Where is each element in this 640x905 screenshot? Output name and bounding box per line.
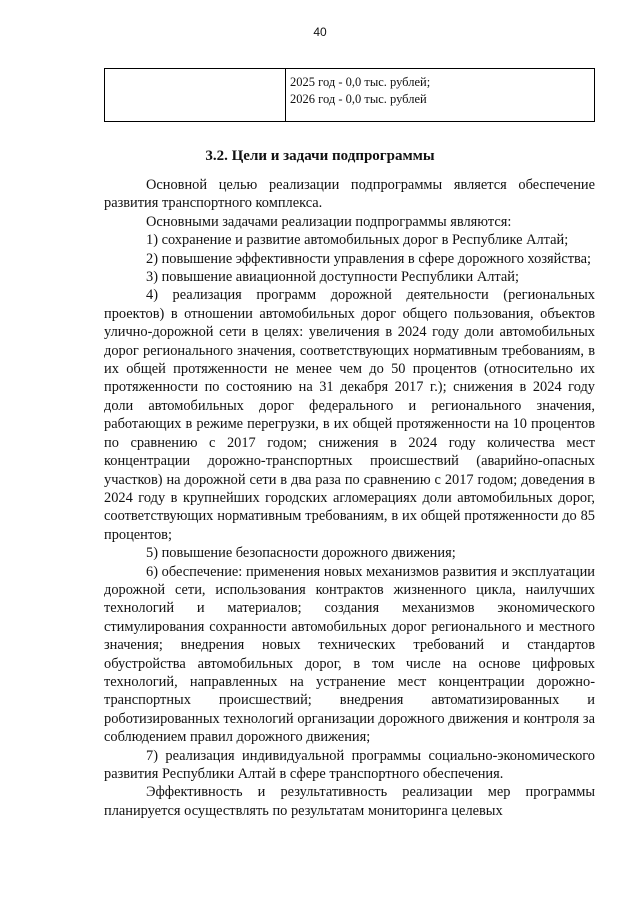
page-number: 40	[313, 25, 327, 39]
paragraph-task-1: 1) сохранение и развитие автомобильных дорог в Республике Алтай;	[146, 232, 569, 249]
funding-table	[104, 68, 595, 122]
table-cell-empty	[105, 69, 286, 122]
paragraph-tasks-intro: Основными задачами реализации подпрограммы являются:	[146, 213, 512, 230]
paragraph-task-2: 2) повышение эффективности управления в сфере дорожного хозяйства;	[146, 250, 592, 267]
funding-line-2025: 2025 год - 0,0 тыс. рублей;	[290, 75, 431, 89]
paragraph-task-7: 7) реализация индивидуальной программы социально-экономического развития Республики Алтай в сфере транспортного обеспечения.	[104, 747, 595, 782]
paragraph-task-4: 4) реализация программ дорожной деятельности (региональных проектов) в отношении автомобильных дорог общего пользования, объектов улично-дорожной сети в целях: увеличения в 2024 году доли автомобильных дорог регионального значения, соответствующих нормативным требованиям, в их общей протяженности не менее чем до 50 процентов (относительно их протяженности по состоянию на 31 декабря 2017 г.); снижения в 2024 году доли автомобильных дорог федерального и регионального значения, работающих в режиме перегрузки, в их общей протяженности на 10 процентов по сравнению с 2017 годом; снижения в 2024 году количества мест концентрации дорожно-транспортных происшествий (аварийно-опасных участков) на дорожной сети в два раза по сравнению с 2017 годом; доведения в 2024 году в крупнейших городских агломерациях доли автомобильных дорог, соответствующих нормативным требованиям, в их общей протяженности до 85 процентов;	[104, 287, 595, 543]
paragraph-task-6: 6) обеспечение: применения новых механизмов развития и эксплуатации дорожной сети, использования контрактов жизненного цикла, наилучших технологий и материалов; создания механизмов экономического стимулирования сохранности автомобильных дорог регионального и местного значения; внедрения новых технических требований и стандартов обустройства автомобильных дорог, в том числе на основе цифровых технологий, направленных на устранение мест концентрации дорожно-транспортных происшествий; внедрения автоматизированных и роботизированных технологий организации дорожного движения и контроля за соблюдением правил дорожного движения;	[104, 563, 595, 746]
funding-line-2026: 2026 год - 0,0 тыс. рублей	[290, 92, 427, 106]
paragraph-main-goal: Основной целью реализации подпрограммы является обеспечение развития транспортного комплекса.	[104, 177, 595, 212]
paragraph-task-3: 3) повышение авиационной доступности Республики Алтай;	[146, 269, 519, 286]
paragraph-efficiency: Эффективность и результативность реализации мер программы планируется осуществлять по результатам мониторинга целевых	[104, 784, 595, 819]
table-cell-funding	[286, 69, 595, 122]
paragraph-task-5: 5) повышение безопасности дорожного движения;	[146, 545, 456, 562]
table-row	[105, 69, 595, 122]
section-body	[104, 176, 595, 820]
section-heading: 3.2. Цели и задачи подпрограммы	[205, 148, 435, 164]
